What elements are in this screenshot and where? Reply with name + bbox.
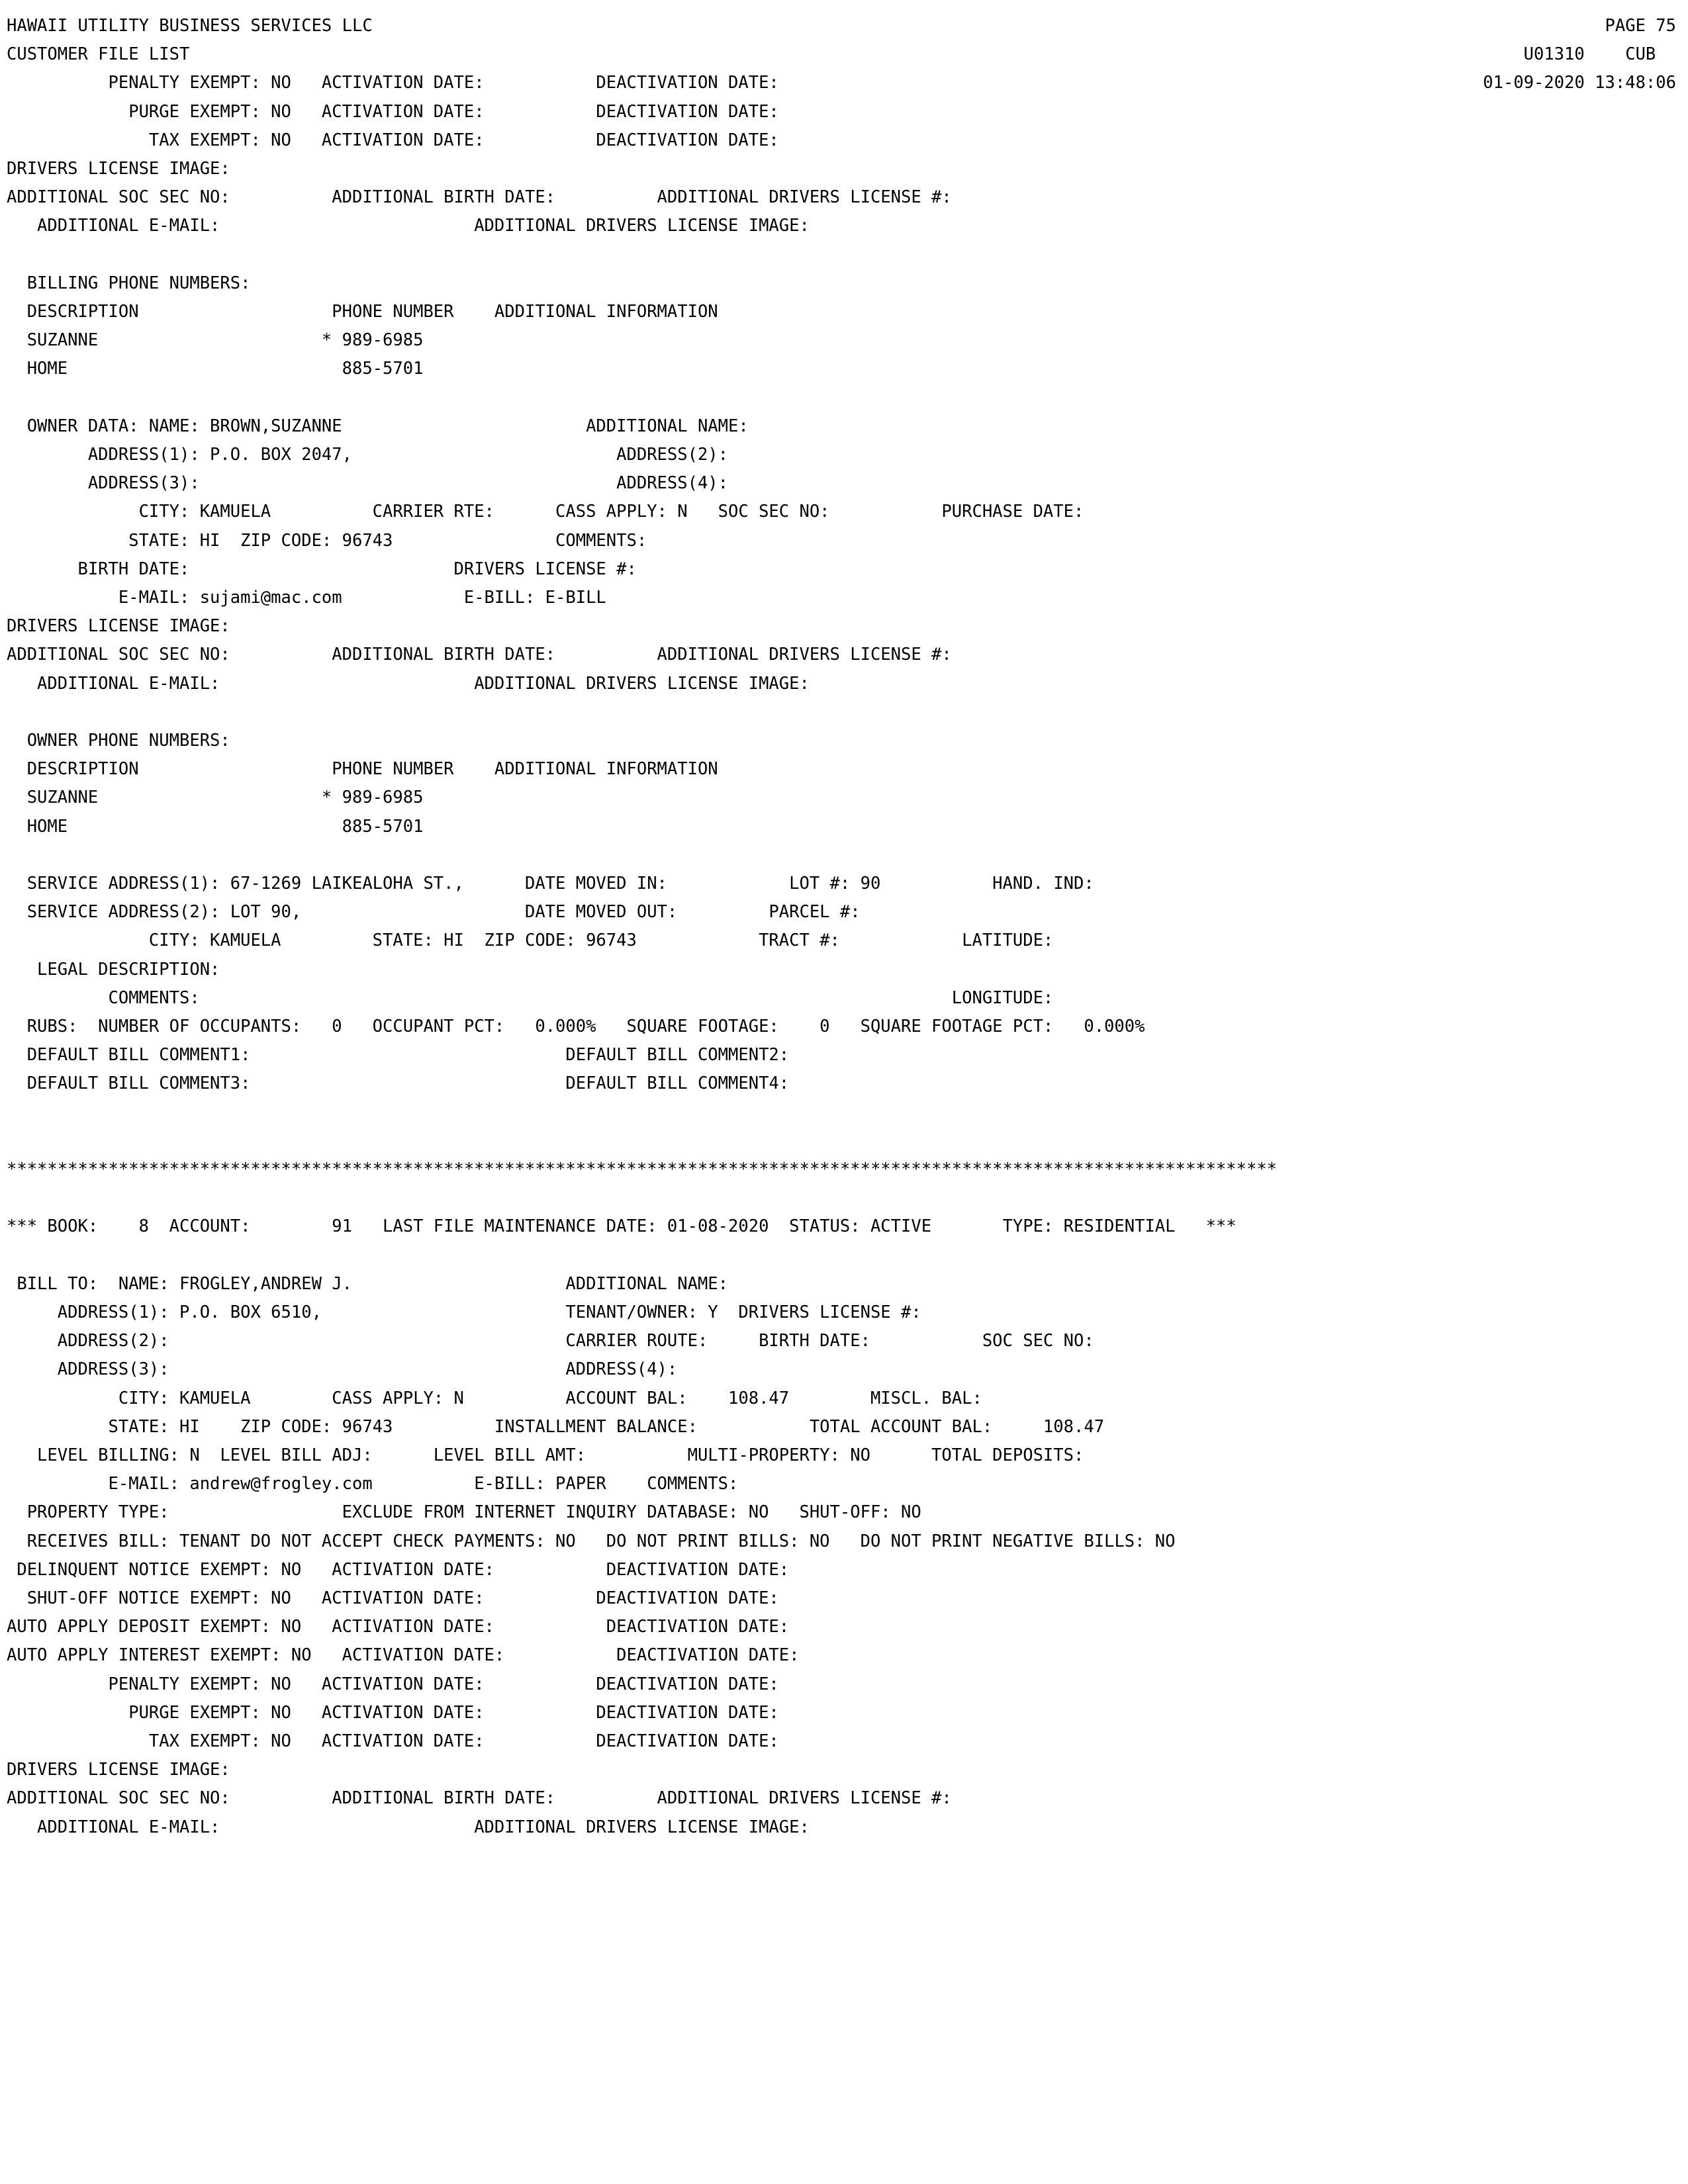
blank-line: [7, 384, 1688, 412]
report-line: DRIVERS LICENSE IMAGE:: [7, 616, 230, 637]
report-line: DRIVERS LICENSE IMAGE:: [7, 159, 230, 179]
report-line: DEFAULT BILL COMMENT1: DEFAULT BILL COMMENT2:: [7, 1045, 790, 1066]
report-line: ADDITIONAL E-MAIL: ADDITIONAL DRIVERS LICENSE IMAGE:: [7, 216, 810, 236]
report-line: E-MAIL: sujami@mac.com E-BILL: E-BILL: [7, 588, 606, 608]
report-line: PURGE EXEMPT: NO ACTIVATION DATE: DEACTIVATION DATE:: [7, 1702, 779, 1723]
report-line: DEFAULT BILL COMMENT3: DEFAULT BILL COMMENT4:: [7, 1073, 790, 1094]
blank-line: [7, 1127, 1688, 1156]
report-line: HOME 885-5701: [7, 359, 424, 379]
report-line: SUZANNE * 989-6985: [7, 330, 424, 351]
run-datetime: 01-09-2020 13:48:06: [1483, 73, 1676, 93]
report-line: ADDRESS(1): P.O. BOX 6510, TENANT/OWNER: Y DRIVERS LICENSE #:: [7, 1302, 921, 1323]
report-line: TAX EXEMPT: NO ACTIVATION DATE: DEACTIVATION DATE:: [7, 130, 779, 150]
blank-line: [7, 1242, 1688, 1270]
report-line: DESCRIPTION PHONE NUMBER ADDITIONAL INFORMATION: [7, 759, 718, 780]
program-id: U01310: [1523, 44, 1585, 65]
report-line: SERVICE ADDRESS(1): 67-1269 LAIKEALOHA ST., DATE MOVED IN: LOT #: 90 HAND. IND:: [7, 874, 1094, 894]
section-separator: *****************************************************************************************************************************: [7, 1160, 1278, 1180]
report-line: ADDITIONAL E-MAIL: ADDITIONAL DRIVERS LICENSE IMAGE:: [7, 1817, 810, 1837]
report-line: ADDRESS(2): CARRIER ROUTE: BIRTH DATE: SOC SEC NO:: [7, 1331, 1094, 1351]
report-line: E-MAIL: andrew@frogley.com E-BILL: PAPER COMMENTS:: [7, 1474, 739, 1494]
report-line: DELINQUENT NOTICE EXEMPT: NO ACTIVATION DATE: DEACTIVATION DATE:: [7, 1559, 790, 1580]
report-line: ADDITIONAL SOC SEC NO: ADDITIONAL BIRTH DATE: ADDITIONAL DRIVERS LICENSE #:: [7, 1788, 952, 1809]
report-line: PENALTY EXEMPT: NO ACTIVATION DATE: DEACTIVATION DATE:: [7, 73, 779, 93]
report-line: ADDRESS(1): P.O. BOX 2047, ADDRESS(2):: [7, 445, 729, 465]
blank-line: [7, 1099, 1688, 1127]
blank-line: [7, 841, 1688, 870]
header-report-title: CUSTOMER FILE LIST: [7, 44, 190, 65]
blank-line: [7, 698, 1688, 727]
report-line: STATE: HI ZIP CODE: 96743 COMMENTS:: [7, 530, 647, 551]
report-line: ADDRESS(3): ADDRESS(4):: [7, 473, 729, 494]
report-line: DESCRIPTION PHONE NUMBER ADDITIONAL INFORMATION: [7, 302, 718, 322]
report-line: SUZANNE * 989-6985: [7, 788, 424, 808]
report-line: *** BOOK: 8 ACCOUNT: 91 LAST FILE MAINTENANCE DATE: 01-08-2020 STATUS: ACTIVE TYPE: RESIDENTIAL ***: [7, 1216, 1237, 1237]
report-line: AUTO APPLY DEPOSIT EXEMPT: NO ACTIVATION DATE: DEACTIVATION DATE:: [7, 1617, 790, 1637]
blank-line: [7, 1184, 1688, 1212]
report-line: AUTO APPLY INTEREST EXEMPT: NO ACTIVATION DATE: DEACTIVATION DATE:: [7, 1645, 800, 1666]
report-line: TAX EXEMPT: NO ACTIVATION DATE: DEACTIVATION DATE:: [7, 1731, 779, 1752]
header-company: HAWAII UTILITY BUSINESS SERVICES LLC: [7, 16, 373, 36]
report-line: COMMENTS: LONGITUDE:: [7, 987, 1054, 1008]
report-line: CITY: KAMUELA CASS APPLY: N ACCOUNT BAL: 108.47 MISCL. BAL:: [7, 1388, 982, 1408]
report-line: DRIVERS LICENSE IMAGE:: [7, 1760, 230, 1780]
report-line: STATE: HI ZIP CODE: 96743 INSTALLMENT BALANCE: TOTAL ACCOUNT BAL: 108.47: [7, 1416, 1105, 1437]
report-line: PURGE EXEMPT: NO ACTIVATION DATE: DEACTIVATION DATE:: [7, 101, 779, 122]
blank-line: [7, 241, 1688, 269]
report-line: OWNER PHONE NUMBERS:: [7, 731, 230, 751]
report-line: ADDITIONAL SOC SEC NO: ADDITIONAL BIRTH DATE: ADDITIONAL DRIVERS LICENSE #:: [7, 187, 952, 208]
report-line: LEVEL BILLING: N LEVEL BILL ADJ: LEVEL BILL AMT: MULTI-PROPERTY: NO TOTAL DEPOSITS:: [7, 1445, 1084, 1466]
report-line: BIRTH DATE: DRIVERS LICENSE #:: [7, 559, 637, 579]
report-line: BILLING PHONE NUMBERS:: [7, 273, 251, 293]
report-line: RECEIVES BILL: TENANT DO NOT ACCEPT CHECK PAYMENTS: NO DO NOT PRINT BILLS: NO DO NOT PRINT NEGATIVE BILLS: NO: [7, 1531, 1176, 1551]
report-line: SHUT-OFF NOTICE EXEMPT: NO ACTIVATION DATE: DEACTIVATION DATE:: [7, 1588, 779, 1609]
report-line: BILL TO: NAME: FROGLEY,ANDREW J. ADDITIONAL NAME:: [7, 1273, 729, 1294]
report-line: SERVICE ADDRESS(2): LOT 90, DATE MOVED OUT: PARCEL #:: [7, 902, 861, 923]
report-line: HOME 885-5701: [7, 816, 424, 837]
program-code: CUB: [1625, 44, 1656, 65]
report-line: ADDITIONAL SOC SEC NO: ADDITIONAL BIRTH DATE: ADDITIONAL DRIVERS LICENSE #:: [7, 645, 952, 665]
header-right-lines: [0, 12, 1688, 98]
report-line: RUBS: NUMBER OF OCCUPANTS: 0 OCCUPANT PCT: 0.000% SQUARE FOOTAGE: 0 SQUARE FOOTAGE PCT: 0.000%: [7, 1017, 1145, 1037]
report-line: ADDITIONAL E-MAIL: ADDITIONAL DRIVERS LICENSE IMAGE:: [7, 673, 810, 694]
report-line: PROPERTY TYPE: EXCLUDE FROM INTERNET INQUIRY DATABASE: NO SHUT-OFF: NO: [7, 1502, 921, 1523]
report-line: ADDRESS(3): ADDRESS(4):: [7, 1359, 678, 1380]
report-line: CITY: KAMUELA CARRIER RTE: CASS APPLY: N SOC SEC NO: PURCHASE DATE:: [7, 502, 1084, 522]
page-number: PAGE 75: [1605, 16, 1676, 36]
report-body: [0, 69, 1688, 1841]
program-id-line: [7, 40, 1676, 69]
header-right-block: [0, 12, 1688, 98]
report-line: OWNER DATA: NAME: BROWN,SUZANNE ADDITIONAL NAME:: [7, 416, 749, 436]
report-line: PENALTY EXEMPT: NO ACTIVATION DATE: DEACTIVATION DATE:: [7, 1674, 779, 1694]
report-line: LEGAL DESCRIPTION:: [7, 959, 220, 979]
report-line: CITY: KAMUELA STATE: HI ZIP CODE: 96743 TRACT #: LATITUDE:: [7, 931, 1054, 951]
